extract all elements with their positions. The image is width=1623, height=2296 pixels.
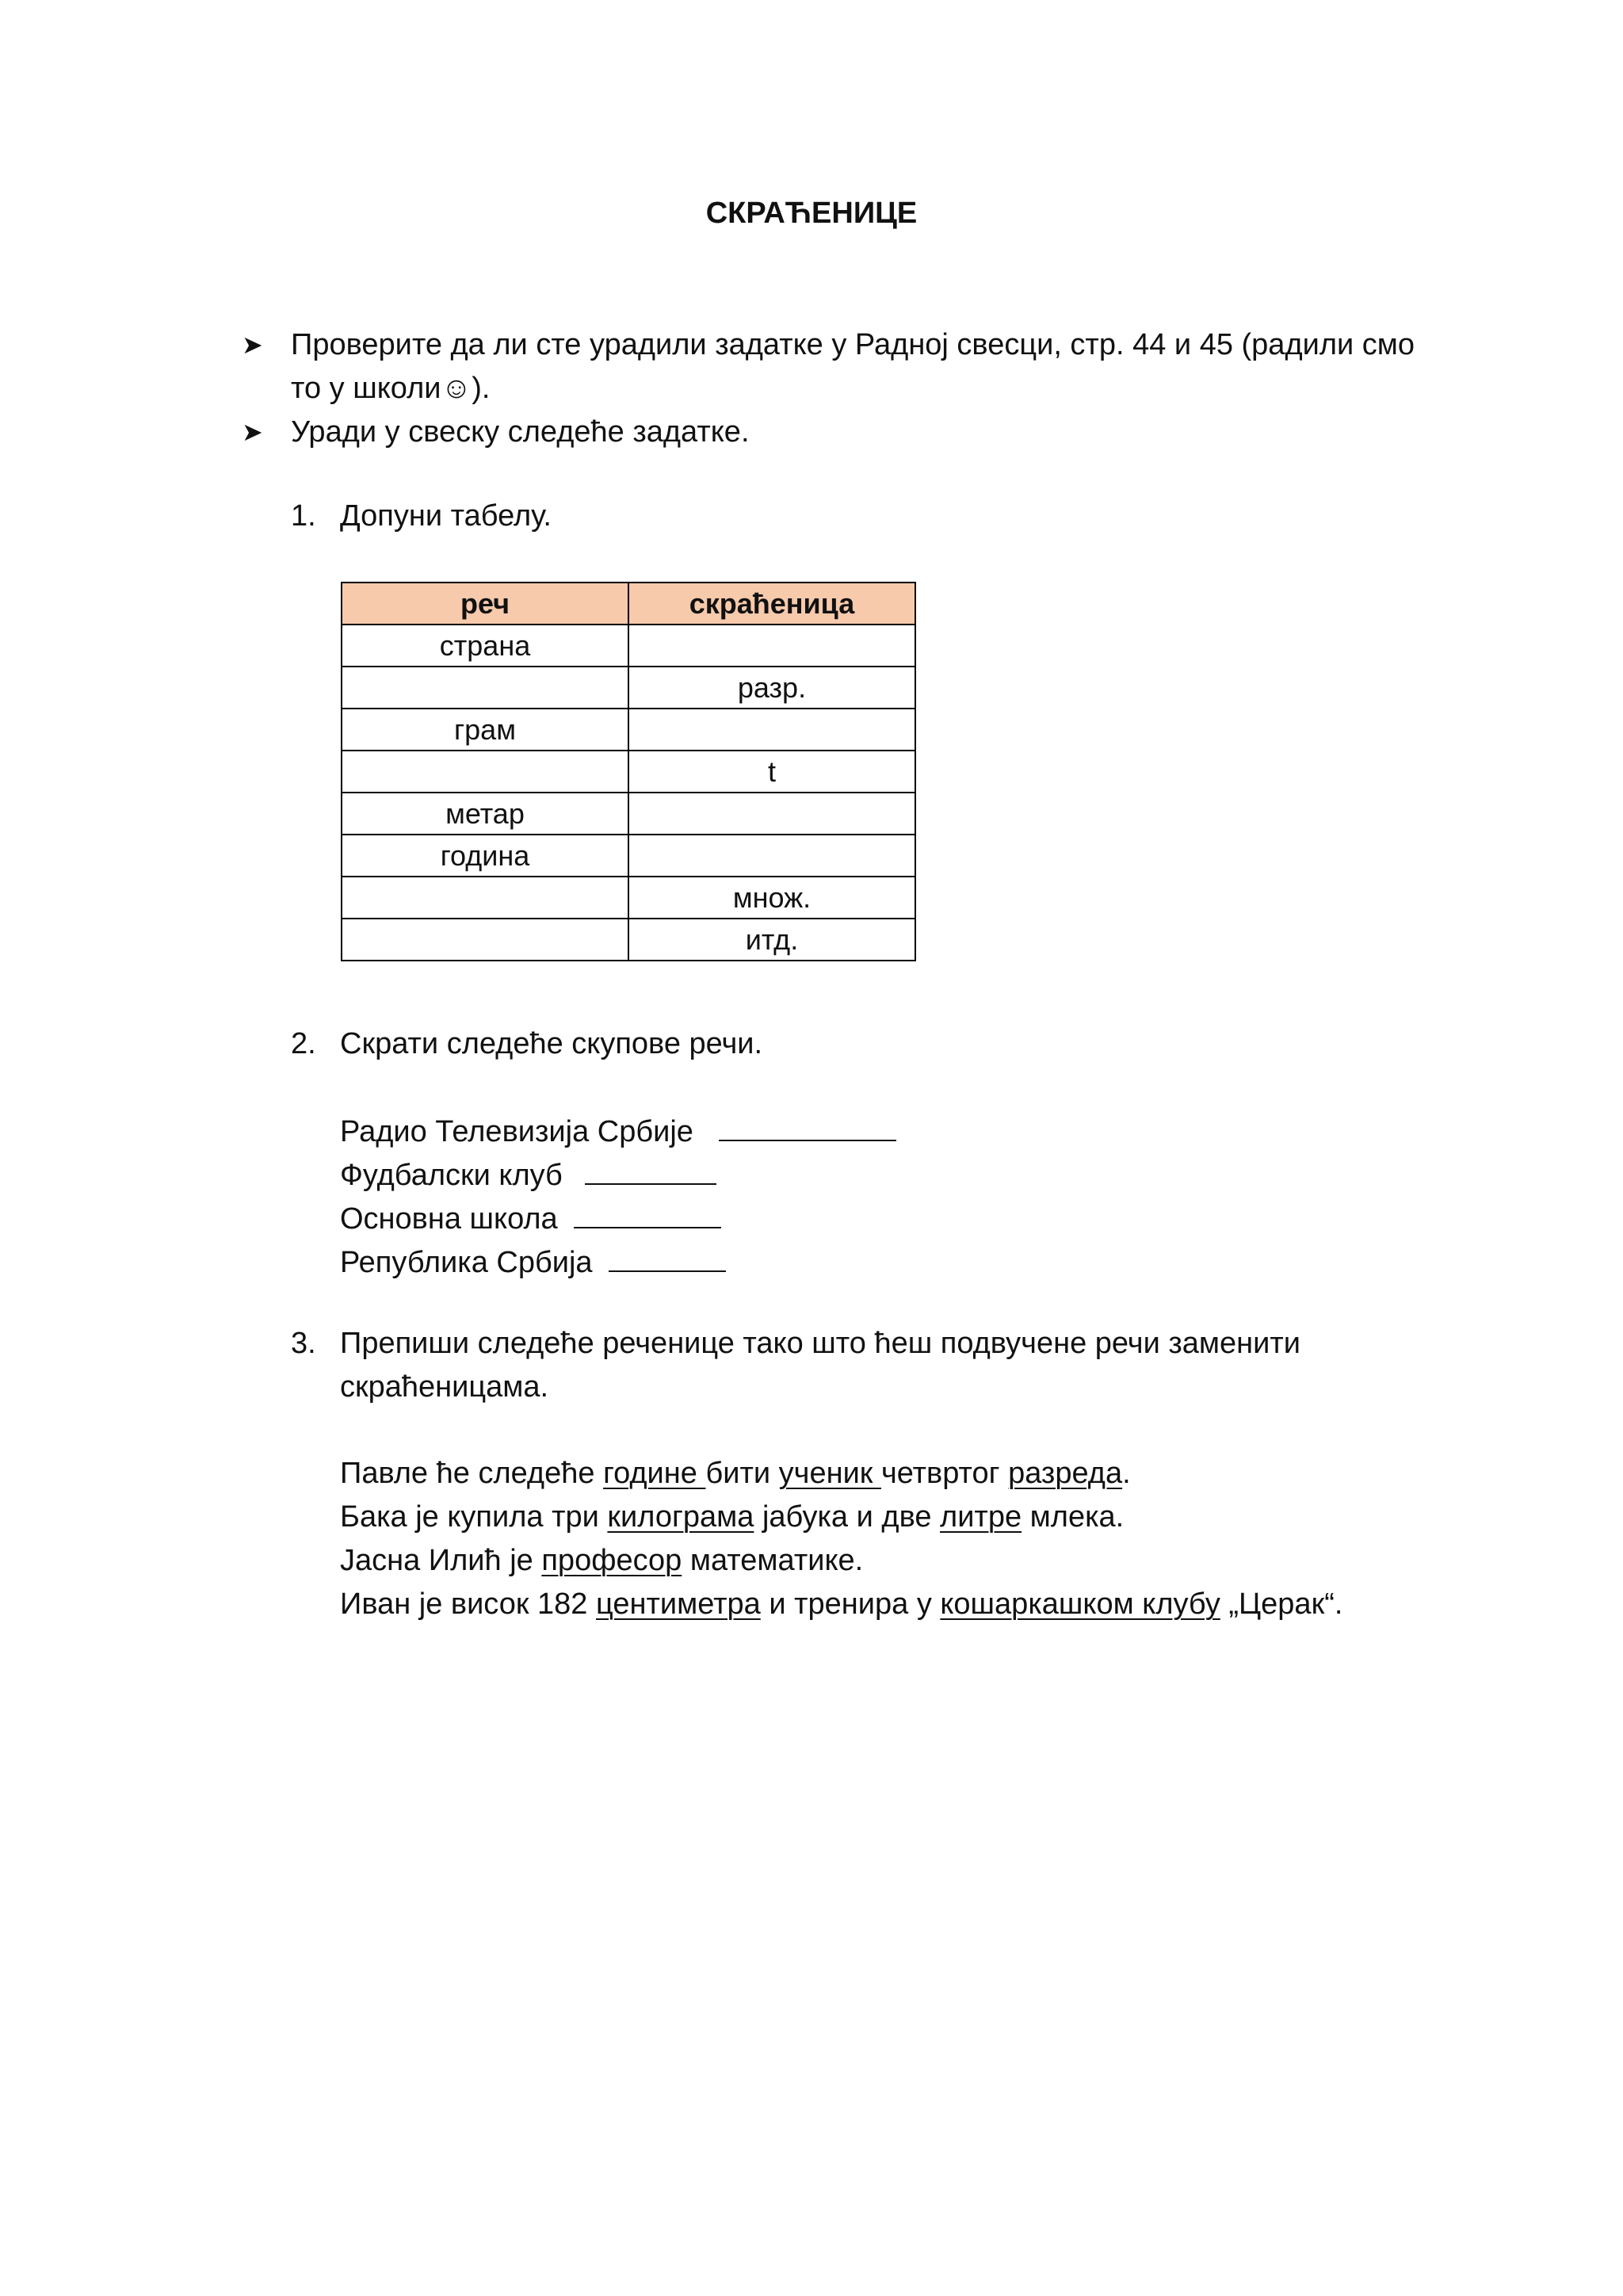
instruction-list xyxy=(242,323,1430,454)
table-row xyxy=(342,877,915,919)
underlined-word: килограма xyxy=(607,1500,754,1534)
task-number: 1. xyxy=(291,499,316,533)
answer-blank xyxy=(609,1239,726,1272)
sentence-text: јабука и две xyxy=(754,1500,941,1534)
sentence-text: . xyxy=(1122,1457,1131,1490)
instruction-item xyxy=(242,411,1430,454)
task-text: Препиши следеће реченице тако што ћеш подвучене речи заменити скраћеницама. xyxy=(340,1327,1301,1404)
abbreviation-cell: разр. xyxy=(628,667,915,709)
underlined-word: кошаркашком клубу xyxy=(940,1587,1220,1621)
underlined-word: године xyxy=(603,1457,706,1490)
underlined-word: литре xyxy=(940,1500,1022,1534)
table-row xyxy=(342,793,915,835)
abbreviation-cell: t xyxy=(628,751,915,793)
word-cell: метар xyxy=(342,793,628,835)
table-row xyxy=(342,751,915,793)
table-row xyxy=(342,919,915,961)
sentence xyxy=(340,1539,1342,1583)
sentence-text: млека. xyxy=(1022,1500,1125,1534)
underlined-word: професор xyxy=(541,1544,682,1577)
list-item xyxy=(340,1108,896,1152)
task-text: Допуни табелу. xyxy=(340,499,552,533)
sentence-text: „Церак“. xyxy=(1220,1587,1343,1621)
sentence xyxy=(340,1496,1342,1539)
abbreviation-cell xyxy=(628,709,915,751)
underlined-word: ученик xyxy=(778,1457,881,1490)
abbreviation-cell xyxy=(628,793,915,835)
sentence-text: Павле ће следеће xyxy=(340,1457,604,1490)
answer-blank xyxy=(574,1195,721,1228)
table-row xyxy=(342,835,915,877)
answer-blank xyxy=(719,1108,896,1141)
word-cell: година xyxy=(342,835,628,877)
table-row xyxy=(342,709,915,751)
sentence-text: четвртог xyxy=(880,1457,1009,1490)
table-row xyxy=(342,667,915,709)
underlined-word: центиметра xyxy=(596,1587,761,1621)
abbreviation-cell: итд. xyxy=(628,919,915,961)
phrase-text: Фудбалски клуб xyxy=(340,1159,563,1192)
arrow-bullet-icon: ➤ xyxy=(242,418,263,446)
task-number: 2. xyxy=(291,1027,316,1060)
sentence-list xyxy=(340,1452,1342,1626)
abbreviation-table xyxy=(341,582,916,961)
page-title: СКРАЋЕНИЦЕ xyxy=(705,197,918,230)
phrase-text: Радио Телевизија Србије xyxy=(340,1115,693,1148)
sentence xyxy=(340,1452,1342,1496)
column-header-word: реч xyxy=(342,583,628,625)
instruction-item xyxy=(242,323,1430,411)
word-cell xyxy=(342,751,628,793)
sentence-text: Бака је купила три xyxy=(340,1500,608,1534)
sentence-text: бити xyxy=(705,1457,779,1490)
word-cell xyxy=(342,919,628,961)
phrase-text: Република Србија xyxy=(340,1246,593,1279)
word-cell: грам xyxy=(342,709,628,751)
arrow-bullet-icon: ➤ xyxy=(242,330,263,359)
task-number: 3. xyxy=(291,1327,316,1360)
underlined-word: разреда xyxy=(1008,1457,1123,1490)
list-item xyxy=(340,1195,896,1239)
column-header-abbreviation: скраћеница xyxy=(628,583,915,625)
phrase-text: Основна школа xyxy=(340,1202,558,1236)
sentence-text: Јасна Илић је xyxy=(340,1544,542,1577)
list-item xyxy=(340,1239,896,1282)
abbreviation-cell: множ. xyxy=(628,877,915,919)
abbreviation-cell xyxy=(628,835,915,877)
sentence-text: Иван је висок 182 xyxy=(340,1587,596,1621)
table-row xyxy=(342,625,915,667)
instruction-text: Проверите да ли сте урадили задатке у Радној свесци, стр. 44 и 45 (радили смо то у школи☺). xyxy=(291,328,1415,405)
abbreviation-cell xyxy=(628,625,915,667)
list-item xyxy=(340,1152,896,1195)
word-cell: страна xyxy=(342,625,628,667)
sentence-text: и тренира у xyxy=(760,1587,941,1621)
word-cell xyxy=(342,877,628,919)
sentence-text: математике. xyxy=(682,1544,864,1577)
sentence xyxy=(340,1583,1342,1626)
task-text: Скрати следеће скупове речи. xyxy=(340,1027,763,1060)
table-header-row xyxy=(342,583,915,625)
word-cell xyxy=(342,667,628,709)
answer-blank xyxy=(585,1152,716,1185)
phrase-list xyxy=(340,1108,896,1282)
instruction-text: Уради у свеску следеће задатке. xyxy=(291,415,750,449)
